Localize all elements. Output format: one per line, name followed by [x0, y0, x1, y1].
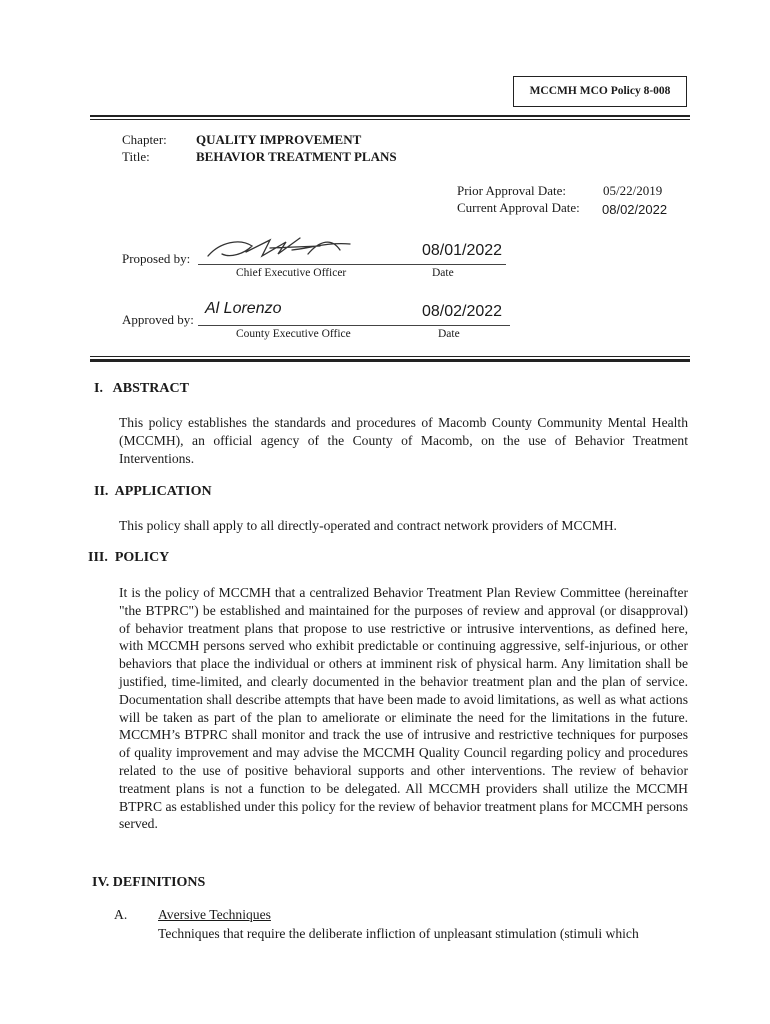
application-heading: II. APPLICATION — [94, 484, 212, 499]
section-rule-thick — [90, 359, 690, 362]
definition-a-title: Aversive Techniques — [158, 907, 271, 922]
proposed-role: Chief Executive Officer — [236, 267, 347, 279]
approved-by-label: Approved by: — [122, 312, 194, 327]
approved-date-caption: Date — [438, 328, 460, 340]
section-rule-thin — [90, 356, 690, 357]
current-approval-label: Current Approval Date: — [457, 200, 580, 215]
title-value: BEHAVIOR TREATMENT PLANS — [196, 149, 397, 164]
chapter-value: QUALITY IMPROVEMENT — [196, 132, 362, 147]
header-rule-thin — [90, 119, 690, 120]
application-text: This policy shall apply to all directly-operated and contract network providers of MCCMH. — [119, 518, 617, 533]
proposed-signature-line — [198, 264, 506, 265]
proposed-date-caption: Date — [432, 267, 454, 279]
abstract-text: This policy establishes the standards and procedures of Macomb County Community Mental Health (MCCMH), an official agency of the County of Macomb, on the use of Behavior Treatment Interventions. — [119, 415, 688, 466]
proposed-date: 08/01/2022 — [422, 242, 503, 259]
approved-signature: Al Lorenzo — [205, 300, 282, 317]
approved-role: County Executive Office — [236, 328, 351, 340]
definition-a-text: Techniques that require the deliberate infliction of unpleasant stimulation (stimuli which — [158, 926, 639, 941]
policy-number: MCCMH MCO Policy 8-008 — [529, 85, 671, 97]
proposed-by-label: Proposed by: — [122, 251, 191, 266]
definitions-heading: IV. DEFINITIONS — [92, 875, 206, 890]
prior-approval-date: 05/22/2019 — [603, 183, 663, 198]
approved-signature-line — [198, 325, 510, 326]
chapter-label: Chapter: — [122, 132, 167, 147]
current-approval-date: 08/02/2022 — [602, 202, 668, 217]
prior-approval-label: Prior Approval Date: — [457, 183, 567, 198]
abstract-heading: I. ABSTRACT — [94, 381, 189, 396]
policy-heading: III. POLICY — [88, 550, 170, 565]
policy-text: It is the policy of MCCMH that a centralized Behavior Treatment Plan Review Committee (hereinafter "the BTPRC") be established and maintained for the purposes of review and approval (or disapproval) of behavior treatment plans that propose to use restrictive or intrusive interventions, as defined here, with MCCMH persons served who exhibit predictable or continuing aggressive, self-injurious, or other behaviors that place the individual or others at imminent risk of physical harm. Any limitation shall be justified, time-limited, and clearly documented in the behavior treatment plan and the plan of service. Documentation shall describe attempts that have been made to avoid limitations, as well as what actions will be taken as part of the plan to ameliorate or eliminate the need for the limitations in the future. MCCMH’s BTPRC shall monitor and track the use of intrusive and restrictive techniques for purposes of quality improvement and may advise the MCCMH Quality Council regarding policy and procedures related to the use of positive behavioral supports and other interventions. The review of behavior treatment plans is not a function to be delegated. All MCCMH providers shall utilize the MCCMH BTPRC as established under this policy for the review of behavior treatment plans for MCCMH persons served. — [119, 585, 688, 832]
title-label: Title: — [122, 149, 150, 164]
proposed-signature — [200, 232, 365, 264]
approved-date: 08/02/2022 — [422, 303, 503, 320]
header-rule-thick — [90, 115, 690, 117]
policy-number-box — [513, 76, 687, 107]
definition-a-marker: A. — [114, 907, 128, 922]
